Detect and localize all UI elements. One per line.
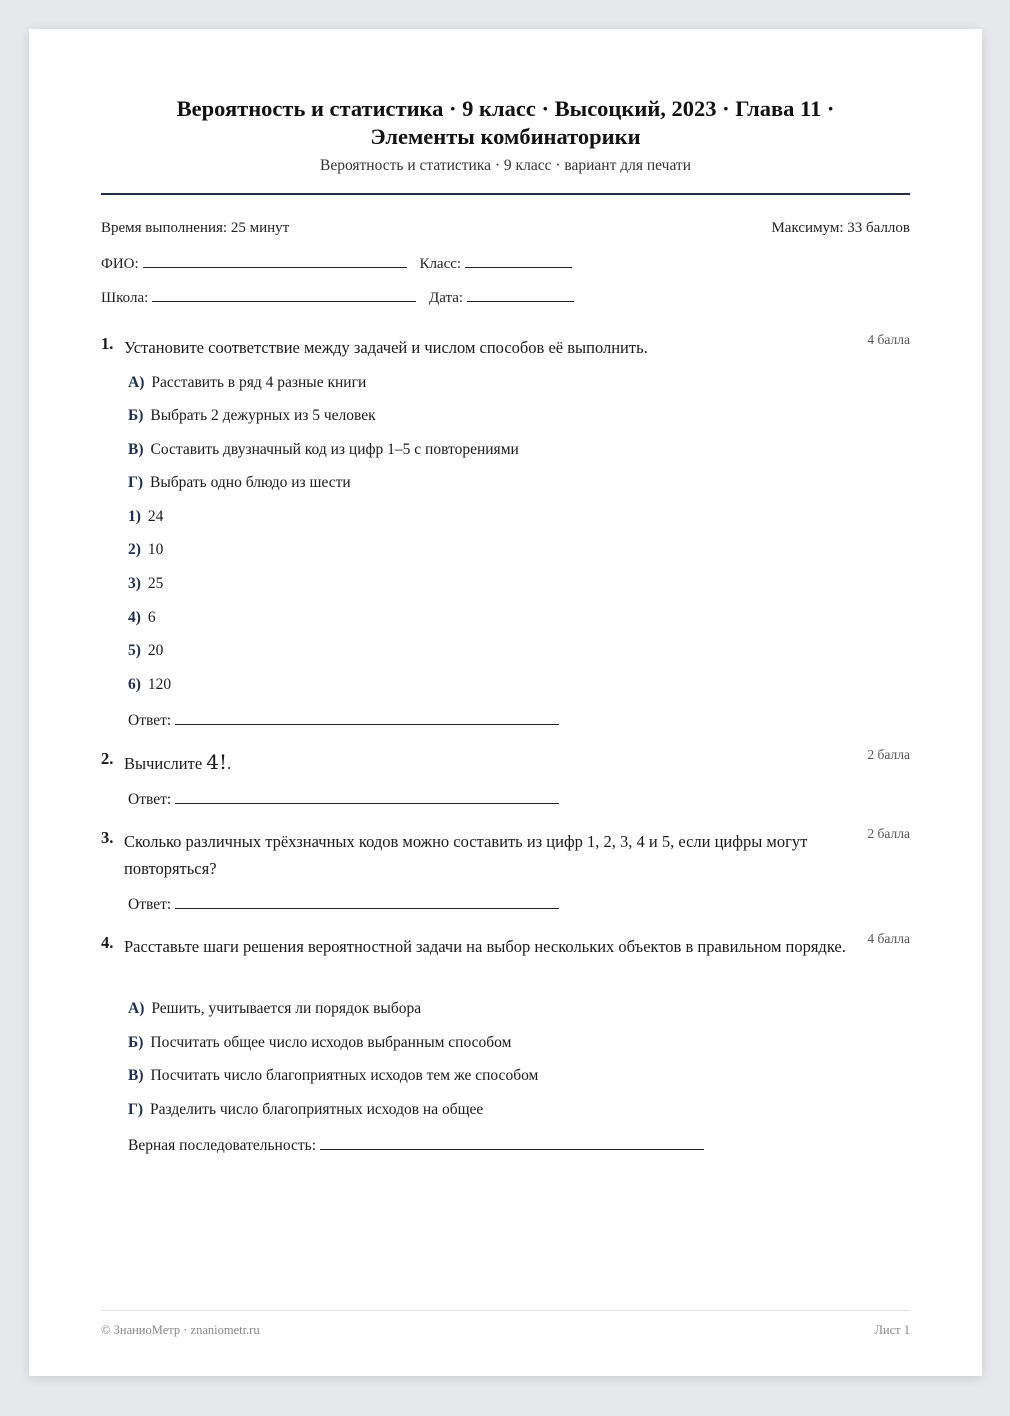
footer-sheet-number: Лист 1 xyxy=(874,1323,910,1337)
fio-label: ФИО: xyxy=(101,256,139,272)
worksheet-page xyxy=(29,29,982,1376)
answer-field xyxy=(128,710,559,730)
answer-option-6 xyxy=(128,676,171,694)
sequence-answer-field xyxy=(128,1135,704,1155)
student-fields-row-2 xyxy=(101,287,574,307)
page-footer xyxy=(101,1323,910,1338)
option-label: 5) xyxy=(128,642,141,659)
answer-label: Ответ: xyxy=(128,896,172,913)
question-text-after: . xyxy=(227,754,232,773)
task-item-g xyxy=(128,474,351,492)
step-label: А) xyxy=(128,1000,145,1017)
answer-label: Ответ: xyxy=(128,791,172,808)
question-text xyxy=(124,749,854,777)
option-text: 120 xyxy=(147,676,172,693)
question-points: 4 балла xyxy=(867,332,910,347)
answer-option-4 xyxy=(128,609,156,627)
question-text-before: Вычислите xyxy=(124,754,207,773)
step-label: В) xyxy=(128,1067,144,1084)
math-expression: 4! xyxy=(206,750,228,774)
title-line-1: Вероятность и статистика · 9 класс · Высоцкий, 2023 · Глава 11 · xyxy=(176,96,835,121)
step-item-b xyxy=(128,1034,511,1052)
date-input-line[interactable] xyxy=(467,287,574,302)
task-label: Б) xyxy=(128,407,144,424)
time-limit: Время выполнения: 25 минут xyxy=(101,220,290,236)
answer-input-line[interactable] xyxy=(175,710,559,725)
option-text: 6 xyxy=(147,609,156,626)
footer-copyright: © ЗнаниоМетр · znaniometr.ru xyxy=(101,1323,260,1337)
task-label: В) xyxy=(128,441,144,458)
step-item-g xyxy=(128,1101,483,1119)
question-number: 1. xyxy=(101,334,114,353)
question-number: 4. xyxy=(101,933,114,952)
answer-option-2 xyxy=(128,541,163,559)
question-points: 2 балла xyxy=(867,747,910,762)
task-label: Г) xyxy=(128,474,144,491)
task-item-a xyxy=(128,374,366,392)
footer-divider xyxy=(101,1310,910,1311)
task-item-v xyxy=(128,441,519,459)
task-text: Составить двузначный код из цифр 1–5 с повторениями xyxy=(150,441,519,458)
question-number: 2. xyxy=(101,749,114,768)
max-score: Максимум: 33 баллов xyxy=(771,220,910,236)
answer-field xyxy=(128,894,559,914)
school-input-line[interactable] xyxy=(152,287,416,302)
title-line-2: Элементы комбинаторики xyxy=(370,124,641,149)
question-text: Установите соответствие между задачей и числом способов её выполнить. xyxy=(124,338,648,357)
step-item-v xyxy=(128,1067,538,1085)
step-text: Решить, учитывается ли порядок выбора xyxy=(151,1000,422,1017)
question-points: 4 балла xyxy=(867,931,910,946)
option-text: 10 xyxy=(147,541,164,558)
option-label: 6) xyxy=(128,676,141,693)
task-label: А) xyxy=(128,374,145,391)
step-text: Посчитать общее число исходов выбранным способом xyxy=(150,1034,512,1051)
option-text: 25 xyxy=(147,575,164,592)
option-label: 3) xyxy=(128,575,141,592)
step-label: Б) xyxy=(128,1034,144,1051)
answer-option-3 xyxy=(128,575,163,593)
answer-label: Верная последовательность: xyxy=(128,1137,317,1154)
option-label: 4) xyxy=(128,609,141,626)
school-label: Школа: xyxy=(101,290,149,306)
option-text: 24 xyxy=(147,508,164,525)
task-text: Выбрать 2 дежурных из 5 человек xyxy=(150,407,376,424)
question-points: 2 балла xyxy=(867,826,910,841)
step-text: Разделить число благоприятных исходов на общее xyxy=(150,1101,484,1118)
page-subtitle: Вероятность и статистика · 9 класс · вариант для печати xyxy=(319,157,691,174)
question-text: Расставьте шаги решения вероятностной задачи на выбор нескольких объектов в правильном порядке. xyxy=(124,937,846,956)
fio-input-line[interactable] xyxy=(143,253,407,268)
answer-option-1 xyxy=(128,508,163,526)
question-text: Сколько различных трёхзначных кодов можно составить из цифр 1, 2, 3, 4 и 5, если цифры могут повторяться? xyxy=(124,832,808,878)
step-text: Посчитать число благоприятных исходов тем же способом xyxy=(150,1067,539,1084)
option-label: 1) xyxy=(128,508,141,525)
option-label: 2) xyxy=(128,541,141,558)
answer-field xyxy=(128,789,559,809)
step-label: Г) xyxy=(128,1101,144,1118)
option-text: 20 xyxy=(147,642,164,659)
student-fields-row-1 xyxy=(101,253,572,273)
task-text: Расставить в ряд 4 разные книги xyxy=(151,374,367,391)
title-divider xyxy=(101,193,910,195)
answer-option-5 xyxy=(128,642,163,660)
class-label: Класс: xyxy=(419,256,462,272)
date-label: Дата: xyxy=(429,290,464,306)
question-number: 3. xyxy=(101,828,114,847)
answer-input-line[interactable] xyxy=(175,894,559,909)
task-item-b xyxy=(128,407,376,425)
answer-input-line[interactable] xyxy=(320,1135,704,1150)
step-item-a xyxy=(128,1000,421,1018)
class-input-line[interactable] xyxy=(465,253,572,268)
answer-input-line[interactable] xyxy=(175,789,559,804)
answer-label: Ответ: xyxy=(128,712,172,729)
page-title xyxy=(101,95,910,151)
task-text: Выбрать одно блюдо из шести xyxy=(150,474,351,491)
meta-row xyxy=(101,220,910,237)
